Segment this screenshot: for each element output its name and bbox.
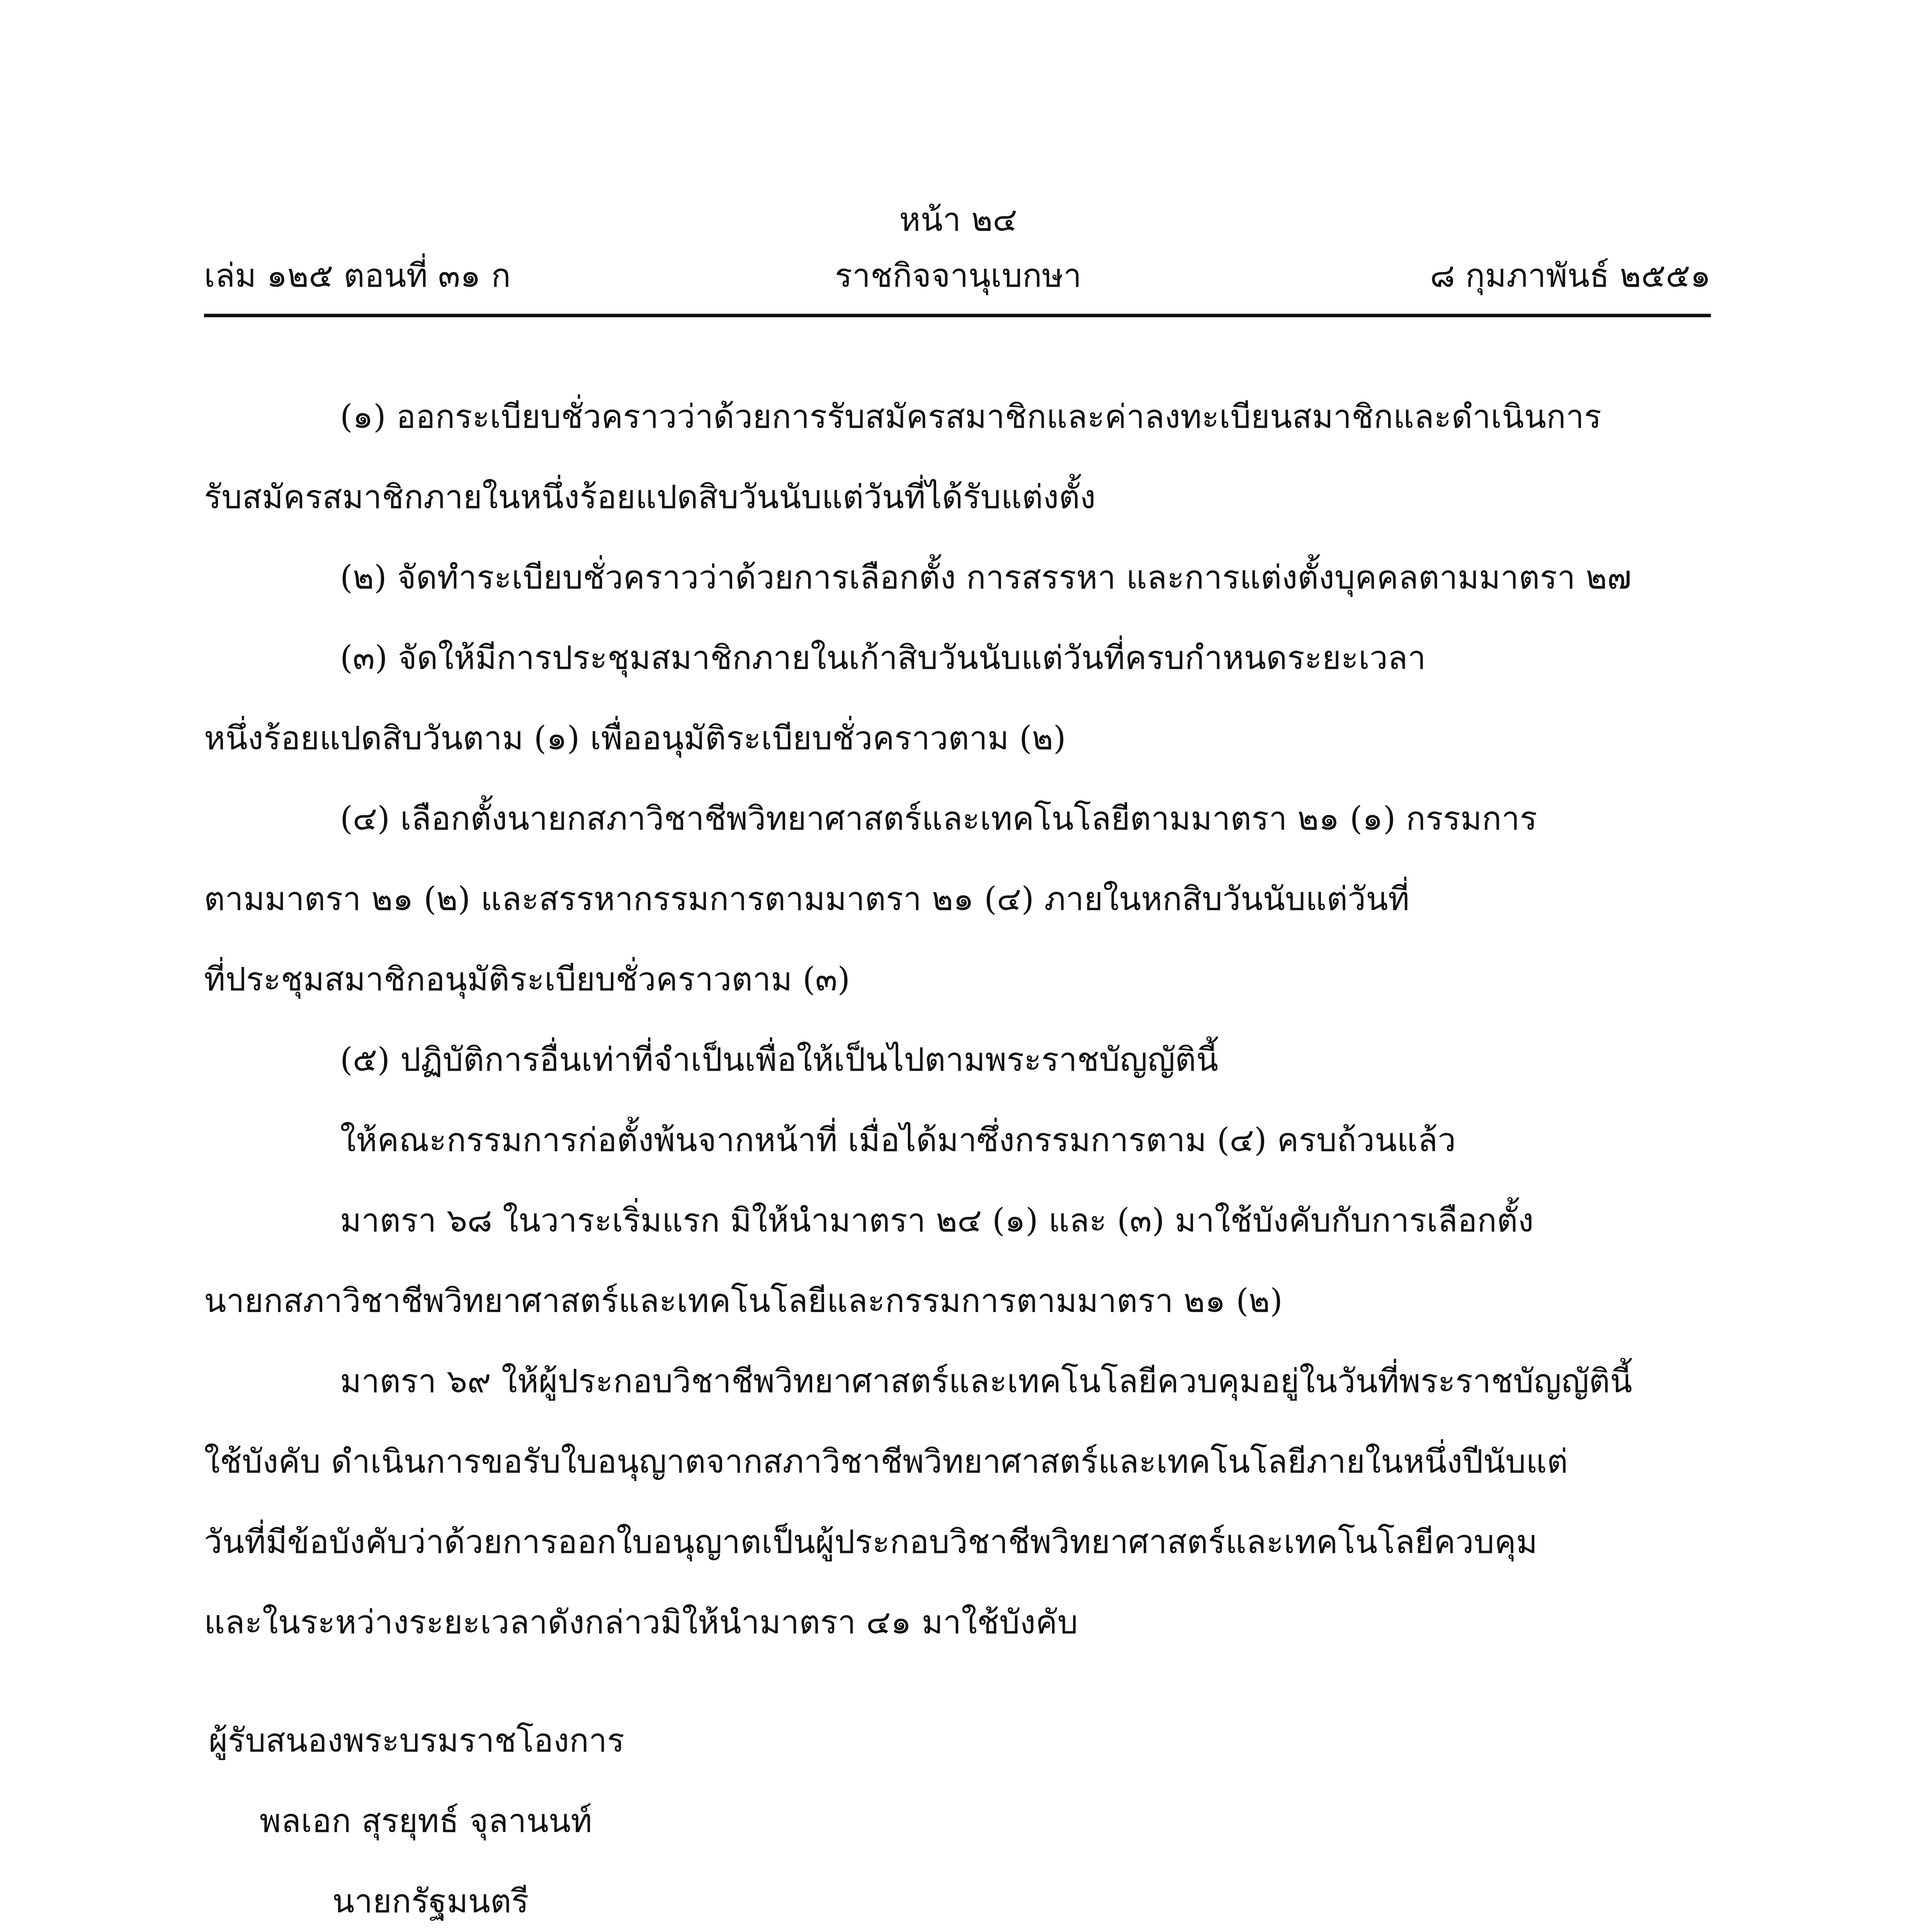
paragraph-1-line-1: (๑) ออกระเบียบชั่วคราวว่าด้วยการรับสมัครสมาชิกและค่าลงทะเบียนสมาชิกและดำเนินการ [340, 398, 1602, 435]
paragraph-3-line-1: (๓) จัดให้มีการประชุมสมาชิกภายในเก้าสิบวันนับแต่วันที่ครบกำหนดระยะเวลา [340, 639, 1426, 677]
gazette-title: ราชกิจจานุเบกษา [835, 257, 1082, 294]
paragraph-2-line-1: (๒) จัดทำระเบียบชั่วคราวว่าด้วยการเลือกตั้ง การสรรหา และการแต่งตั้งบุคคลตามมาตรา ๒๗ [340, 558, 1632, 596]
paragraph-4-line-1: (๔) เลือกตั้งนายกสภาวิชาชีพวิทยาศาสตร์และเทคโนโลยีตามมาตรา ๒๑ (๑) กรรมการ [340, 799, 1537, 837]
publication-date: ๘ กุมภาพันธ์ ๒๕๕๑ [1430, 257, 1711, 294]
paragraph-5-line-1: (๕) ปฏิบัติการอื่นเท่าที่จำเป็นเพื่อให้เป็นไปตามพระราชบัญญัตินี้ [340, 1041, 1219, 1078]
signatory-name: พลเอก สุรยุทธ์ จุลานนท์ [260, 1802, 592, 1840]
paragraph-4-line-3: ที่ประชุมสมาชิกอนุมัติระเบียบชั่วคราวตาม (๓) [204, 960, 850, 998]
countersign-label: ผู้รับสนองพระบรมราชโองการ [209, 1721, 625, 1759]
section-69-line-1: มาตรา ๖๙ ให้ผู้ประกอบวิชาชีพวิทยาศาสตร์และเทคโนโลยีควบคุมอยู่ในวันที่พระราชบัญญัตินี้ [340, 1362, 1632, 1400]
section-68-line-2: นายกสภาวิชาชีพวิทยาศาสตร์และเทคโนโลยีและกรรมการตามมาตรา ๒๑ (๒) [204, 1282, 1283, 1320]
header-rule [204, 314, 1711, 317]
committee-clause-line-1: ให้คณะกรรมการก่อตั้งพ้นจากหน้าที่ เมื่อได้มาซึ่งกรรมการตาม (๔) ครบถ้วนแล้ว [340, 1121, 1456, 1159]
section-68-line-1: มาตรา ๖๘ ในวาระเริ่มแรก มิให้นำมาตรา ๒๔ (๑) และ (๓) มาใช้บังคับกับการเลือกตั้ง [340, 1201, 1534, 1239]
page-number: หน้า ๒๔ [899, 201, 1017, 238]
section-69-line-3: วันที่มีข้อบังคับว่าด้วยการออกใบอนุญาตเป็นผู้ประกอบวิชาชีพวิทยาศาสตร์และเทคโนโลยีควบคุม [204, 1523, 1538, 1561]
signatory-position: นายกรัฐมนตรี [332, 1882, 529, 1920]
paragraph-3-line-2: หนึ่งร้อยแปดสิบวันตาม (๑) เพื่ออนุมัติระเบียบชั่วคราวตาม (๒) [204, 719, 1066, 757]
paragraph-1-line-2: รับสมัครสมาชิกภายในหนึ่งร้อยแปดสิบวันนับแต่วันที่ได้รับแต่งตั้ง [204, 478, 1096, 516]
section-69-line-2: ใช้บังคับ ดำเนินการขอรับใบอนุญาตจากสภาวิชาชีพวิทยาศาสตร์และเทคโนโลยีภายในหนึ่งปีนับแต่ [204, 1442, 1568, 1480]
volume-issue: เล่ม ๑๒๕ ตอนที่ ๓๑ ก [204, 257, 511, 294]
section-69-line-4: และในระหว่างระยะเวลาดังกล่าวมิให้นำมาตรา ๔๑ มาใช้บังคับ [204, 1603, 1078, 1641]
paragraph-4-line-2: ตามมาตรา ๒๑ (๒) และสรรหากรรมการตามมาตรา ๒๑ (๔) ภายในหกสิบวันนับแต่วันที่ [204, 880, 1409, 918]
